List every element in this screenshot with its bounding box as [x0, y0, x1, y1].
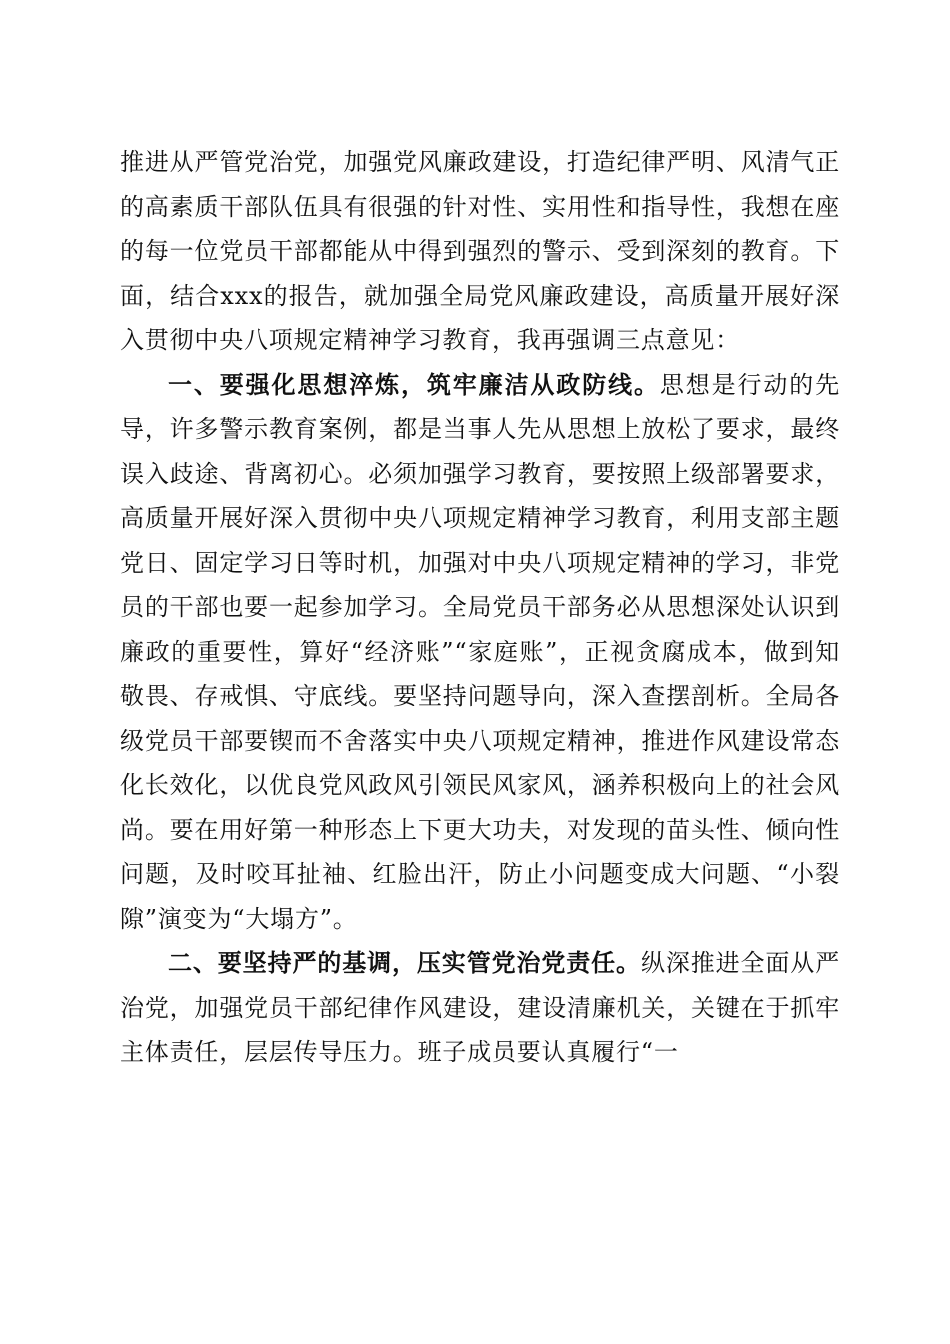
- paragraph-intro-text: 推进从严管党治党，加强党风廉政建设，打造纪律严明、风清气正的高素质干部队伍具有很强的针对性、实用性和指导性，我想在座的每一位党员干部都能从中得到强烈的警示、受到深刻的教育。下面，结合xxx的报告，就加强全局党风廉政建设，高质量开展好深入贯彻中央八项规定精神学习教育，我再强调三点意见：: [120, 148, 840, 354]
- heading-point-one: 一、要强化思想淬炼，筑牢廉洁从政防线。: [168, 370, 660, 399]
- paragraph-intro: [120, 140, 840, 363]
- paragraph-point-one: [120, 363, 840, 942]
- heading-point-two: 二、要坚持严的基调，压实管党治党责任。: [168, 949, 641, 977]
- paragraph-point-two-text: 纵深推进全面从严治党，加强党员干部纪律作风建设，建设清廉机关，关键在于抓牢主体责任，层层传导压力。班子成员要认真履行“一: [120, 949, 840, 1066]
- paragraph-point-two: [120, 941, 840, 1075]
- paragraph-point-one-text: 思想是行动的先导，许多警示教育案例，都是当事人先从思想上放松了要求，最终误入歧途、背离初心。必须加强学习教育，要按照上级部署要求，高质量开展好深入贯彻中央八项规定精神学习教育，利用支部主题党日、固定学习日等时机，加强对中央八项规定精神的学习，非党员的干部也要一起参加学习。全局党员干部务必从思想深处认识到廉政的重要性，算好“经济账”“家庭账”，正视贪腐成本，做到知敬畏、存戒惧、守底线。要坚持问题导向，深入查摆剖析。全局各级党员干部要锲而不舍落实中央八项规定精神，推进作风建设常态化长效化，以优良党风政风引领民风家风，涵养积极向上的社会风尚。要在用好第一种形态上下更大功夫，对发现的苗头性、倾向性问题，及时咬耳扯袖、红脸出汗，防止小问题变成大问题、“小裂隙”演变为“大塌方”。: [120, 370, 840, 933]
- document-body: [120, 140, 840, 1075]
